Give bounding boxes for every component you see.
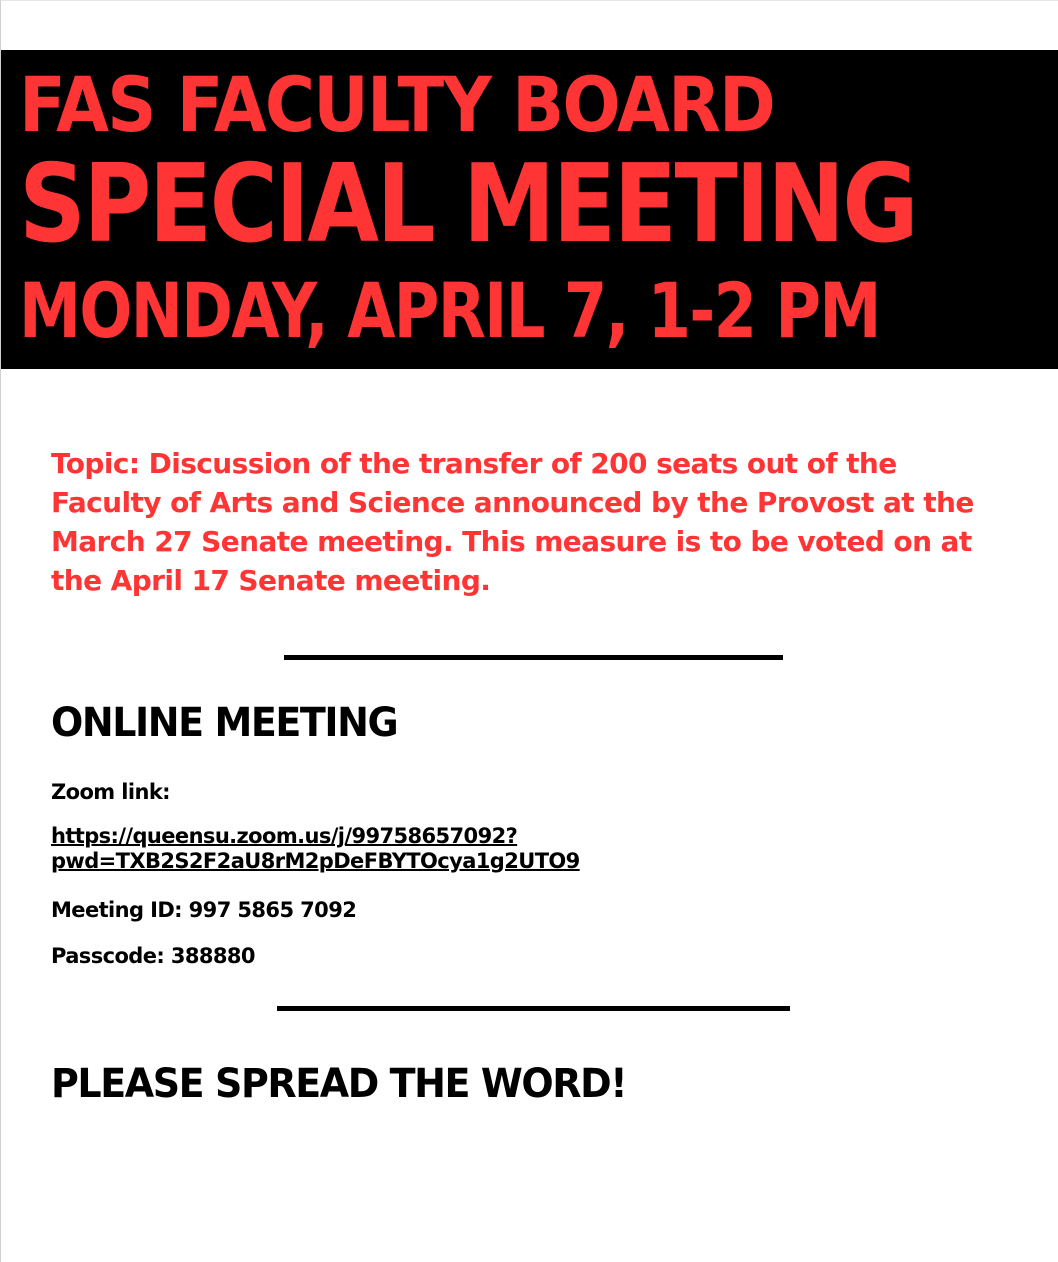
- divider-top: [284, 655, 783, 660]
- meeting-title: SPECIAL MEETING: [19, 142, 917, 267]
- zoom-meeting-link[interactable]: [51, 824, 580, 874]
- spread-the-word-heading: PLEASE SPREAD THE WORD!: [51, 1061, 627, 1107]
- meeting-id: Meeting ID: 997 5865 7092: [51, 898, 357, 922]
- passcode: Passcode: 388880: [51, 944, 255, 968]
- meeting-date-time: MONDAY, APRIL 7, 1-2 PM: [19, 266, 880, 355]
- zoom-link-line1[interactable]: https://queensu.zoom.us/j/99758657092?: [51, 824, 518, 848]
- divider-bottom: [277, 1006, 790, 1011]
- board-title: FAS FACULTY BOARD: [19, 60, 774, 149]
- zoom-link-label: Zoom link:: [51, 780, 170, 804]
- zoom-link-line2[interactable]: pwd=TXB2S2F2aU8rM2pDeFBYTOcya1g2UTO9: [51, 849, 580, 873]
- topic-description: Topic: Discussion of the transfer of 200 seats out of the Faculty of Arts and Science announced by the Provost at the March 27 Senate meeting. This measure is to be voted on at the April 17 Senate meeting.: [51, 447, 974, 597]
- online-meeting-heading: ONLINE MEETING: [51, 700, 398, 746]
